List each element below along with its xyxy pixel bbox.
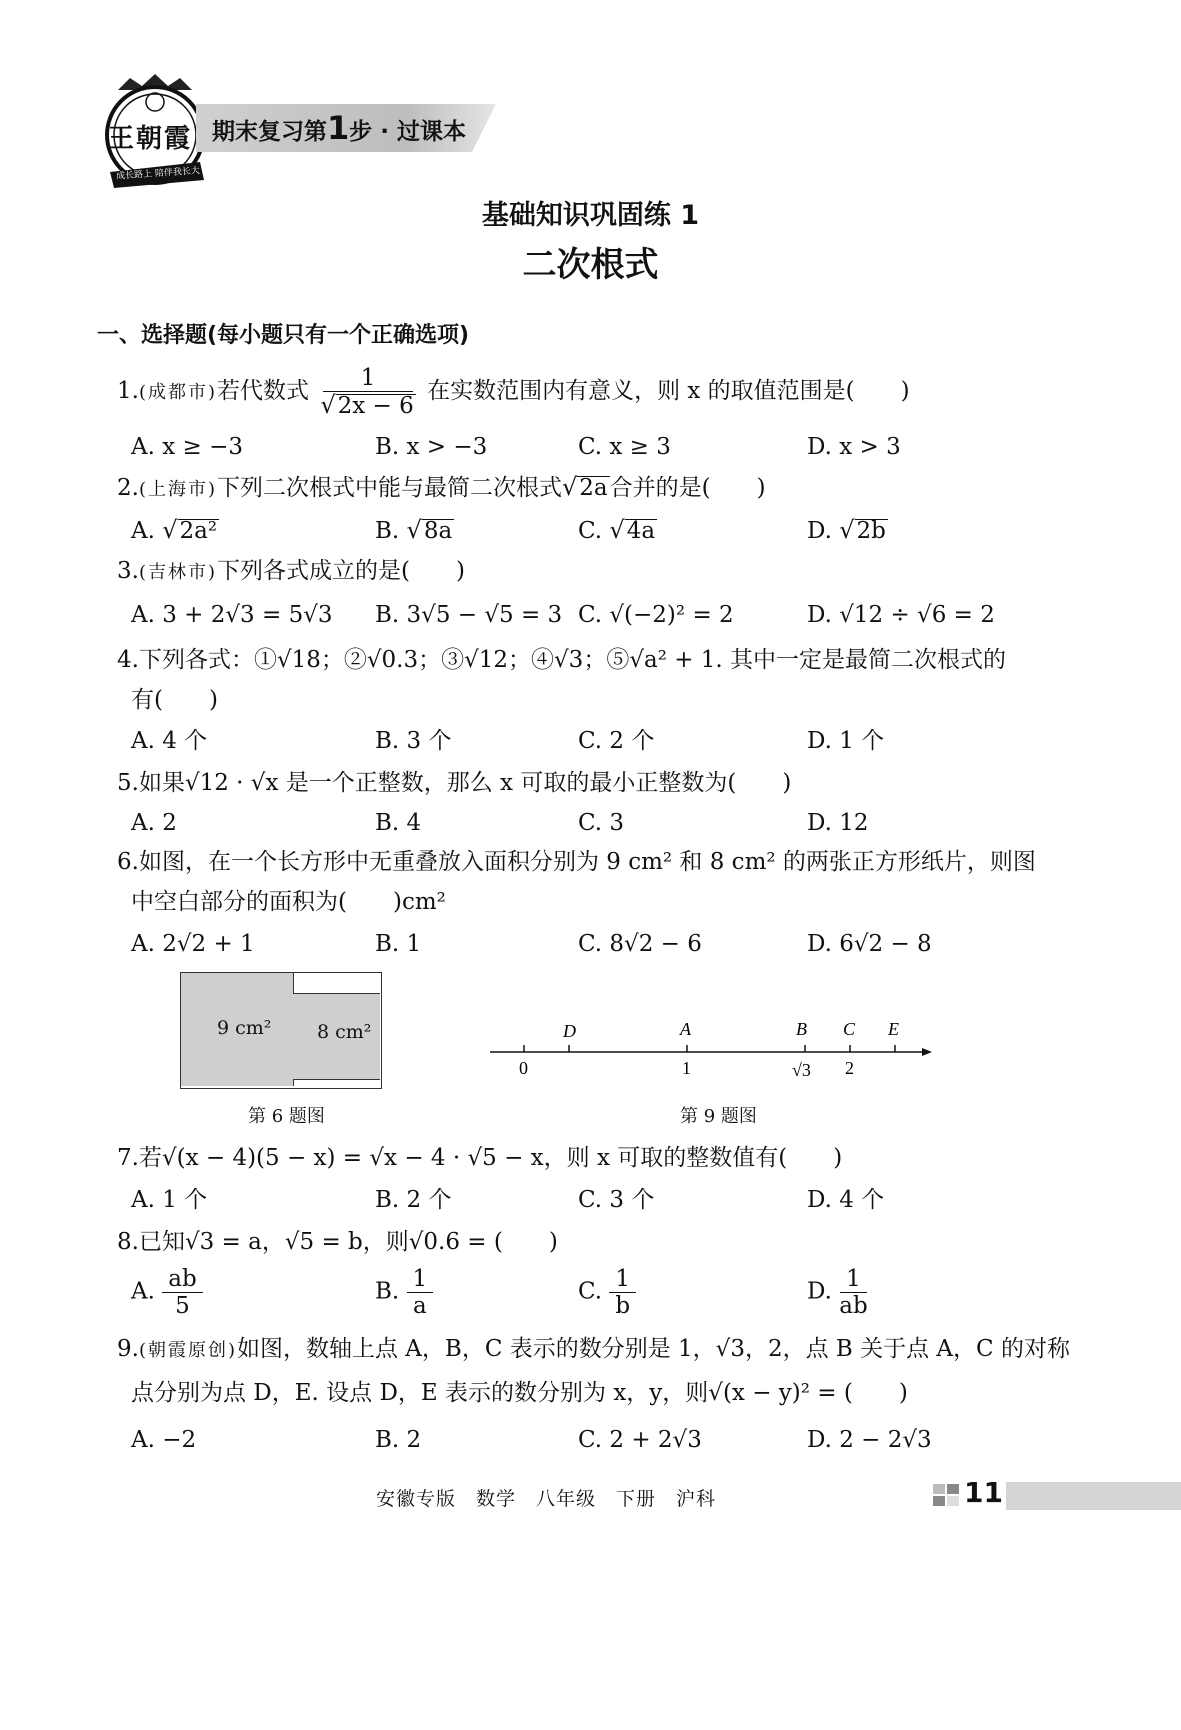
q8-c-fraction — [609, 1266, 636, 1319]
q2-number: 2. — [117, 475, 139, 501]
q9-option-b[interactable]: B. 2 — [375, 1427, 422, 1453]
q3-number: 3. — [117, 558, 139, 584]
fig6-caption: 第 6 题图 — [248, 1106, 325, 1127]
q5-number: 5. — [117, 770, 139, 796]
q8-b-num: 1 — [407, 1266, 434, 1293]
q1-option-b[interactable]: B. x > −3 — [375, 434, 488, 460]
q4-number: 4. — [117, 647, 139, 673]
q1-denominator — [320, 392, 415, 419]
q1-pre: 若代数式 — [217, 378, 309, 404]
page-title: 二次根式 — [522, 245, 659, 285]
q7-option-a[interactable]: A. 1 个 — [131, 1187, 208, 1213]
q1-number: 1. — [117, 378, 139, 404]
logo-name: 王朝霞 — [108, 124, 193, 154]
question-8 — [117, 1227, 558, 1257]
q6-number: 6. — [117, 849, 139, 875]
q6-option-b[interactable]: B. 1 — [375, 931, 422, 957]
q2-option-b[interactable] — [375, 515, 454, 546]
q5-option-c[interactable]: C. 3 — [578, 810, 625, 836]
q5-text: 如果√12 · √x 是一个正整数，那么 x 可取的最小正整数为( ) — [138, 770, 792, 796]
q9-option-d[interactable]: D. 2 − 2√3 — [807, 1427, 932, 1453]
q3-source-tag: (吉林市) — [138, 562, 217, 583]
q8-d-num: 1 — [840, 1266, 867, 1293]
q8-text: 已知√3 = a，√5 = b，则√0.6 = ( ) — [138, 1229, 558, 1255]
banner-post: 步 · 过课本 — [349, 119, 467, 145]
fig9-tick-label-1: 1 — [682, 1058, 691, 1078]
q9-option-c[interactable]: C. 2 + 2√3 — [578, 1427, 702, 1453]
question-4 — [117, 645, 1006, 675]
q8-a-den: 5 — [175, 1293, 190, 1319]
page-subtitle: 基础知识巩固练 1 — [481, 200, 700, 231]
q8-a-fraction — [162, 1266, 202, 1319]
q3-text: 下列各式成立的是( ) — [217, 558, 465, 584]
footer-decoration-icon — [933, 1484, 961, 1508]
logo-motto: 成长路上 陪伴我长大 — [115, 166, 201, 182]
page-number: 11 — [964, 1476, 1003, 1509]
q2-option-c[interactable] — [578, 515, 657, 546]
q8-c-label: C. — [578, 1278, 603, 1305]
q2-source-tag: (上海市) — [138, 479, 217, 500]
q9-line1: 如图，数轴上点 A，B，C 表示的数分别是 1，√3，2，点 B 关于点 A，C 的对称 — [237, 1336, 1070, 1362]
fig9-label-d: D — [563, 1021, 576, 1041]
q6-option-d[interactable]: D. 6√2 − 8 — [807, 931, 932, 957]
question-6 — [117, 847, 1036, 877]
q8-option-d[interactable] — [807, 1266, 868, 1319]
question-5 — [117, 768, 791, 798]
q3-option-a[interactable]: A. 3 + 2√3 = 5√3 — [131, 602, 333, 628]
q5-option-a[interactable]: A. 2 — [131, 810, 177, 836]
banner-num: 1 — [327, 109, 350, 147]
q2-post: 合并的是( ) — [609, 475, 766, 501]
q1-option-a[interactable]: A. x ≥ −3 — [131, 434, 244, 460]
q4-option-a[interactable]: A. 4 个 — [131, 728, 208, 754]
fig9-label-a: A — [680, 1019, 691, 1039]
q4-line1: 下列各式：①√18；②√0.3；③√12；④√3；⑤√a² + 1. 其中一定是最简二次根式的 — [138, 647, 1007, 673]
q7-option-c[interactable]: C. 3 个 — [578, 1187, 655, 1213]
q6-line2: 中空白部分的面积为( )cm² — [131, 889, 446, 915]
q5-option-d[interactable]: D. 12 — [807, 810, 869, 836]
q1-option-c[interactable]: C. x ≥ 3 — [578, 434, 671, 460]
fig9-label-b: B — [796, 1019, 807, 1039]
q3-option-b[interactable]: B. 3√5 − √5 = 3 — [375, 602, 563, 628]
q1-fraction — [320, 365, 415, 419]
footer-bar — [1006, 1482, 1181, 1510]
q8-a-label: A. — [131, 1278, 155, 1305]
sqrt-icon: √ — [406, 516, 422, 544]
q2-d-label: D. — [807, 518, 832, 544]
q8-c-den: b — [615, 1293, 631, 1319]
q4-option-b[interactable]: B. 3 个 — [375, 728, 452, 754]
q2-option-d[interactable] — [807, 515, 888, 546]
sqrt-icon: √ — [839, 516, 855, 544]
banner-pre: 期末复习第 — [212, 119, 327, 145]
q7-number: 7. — [117, 1145, 139, 1171]
q9-source-tag: (朝霞原创) — [138, 1340, 237, 1361]
q9-option-a[interactable]: A. −2 — [131, 1427, 197, 1453]
q3-option-c[interactable]: C. √(−2)² = 2 — [578, 602, 734, 628]
header-banner-text — [212, 108, 466, 152]
q8-d-den: ab — [839, 1293, 868, 1319]
question-7 — [117, 1143, 842, 1173]
q8-option-a[interactable] — [131, 1266, 203, 1319]
footer-text: 安徽专版 数学 八年级 下册 沪科 — [376, 1488, 717, 1510]
question-2 — [117, 472, 766, 505]
fig9-tick-label-2: 2 — [845, 1058, 854, 1078]
q3-option-d[interactable]: D. √12 ÷ √6 = 2 — [807, 602, 995, 628]
q2-b-radicand: 8a — [423, 518, 453, 544]
question-9 — [117, 1334, 1070, 1366]
q2-a-label: A. — [131, 518, 155, 544]
q8-c-num: 1 — [609, 1266, 636, 1293]
section-heading: 一、选择题(每小题只有一个正确选项) — [97, 323, 470, 348]
q2-c-radicand: 4a — [626, 518, 656, 544]
fig9-arrow-icon — [922, 1048, 932, 1056]
q2-option-a[interactable] — [131, 515, 219, 546]
q2-d-radicand: 2b — [856, 518, 886, 544]
q7-option-b[interactable]: B. 2 个 — [375, 1187, 452, 1213]
sqrt-icon: √ — [562, 473, 578, 501]
figure-9 — [480, 1010, 940, 1085]
logo — [100, 70, 210, 190]
q9-line2: 点分别为点 D，E. 设点 D，E 表示的数分别为 x，y，则√(x − y)² = ( ) — [131, 1380, 908, 1406]
fig9-label-c: C — [843, 1019, 856, 1039]
q8-b-label: B. — [375, 1278, 400, 1305]
sqrt-icon: √ — [609, 516, 625, 544]
q8-option-b[interactable] — [375, 1266, 433, 1319]
q2-b-label: B. — [375, 518, 400, 544]
q8-d-fraction — [839, 1266, 867, 1319]
q6-option-c[interactable]: C. 8√2 − 6 — [578, 931, 702, 957]
question-3 — [117, 556, 465, 588]
q1-option-d[interactable]: D. x > 3 — [807, 434, 901, 460]
q4-option-c[interactable]: C. 2 个 — [578, 728, 655, 754]
q6-line1: 如图，在一个长方形中无重叠放入面积分别为 9 cm² 和 8 cm² 的两张正方形纸片，则图 — [138, 849, 1036, 875]
q2-radicand: 2a — [579, 475, 608, 501]
q8-a-num: ab — [162, 1266, 202, 1293]
sqrt-icon: √ — [162, 516, 178, 544]
q2-pre: 下列二次根式中能与最简二次根式 — [217, 475, 562, 501]
q4-option-d[interactable]: D. 1 个 — [807, 728, 885, 754]
figure-6 — [180, 972, 382, 1089]
q2-a-radicand: 2a² — [179, 518, 218, 544]
sqrt-icon: √ — [320, 391, 336, 419]
q9-number: 9. — [117, 1336, 139, 1362]
fig9-caption: 第 9 题图 — [680, 1106, 757, 1127]
q1-post: 在实数范围内有意义，则 x 的取值范围是( ) — [427, 378, 910, 404]
q4-line2: 有( ) — [131, 687, 218, 713]
fig9-tick-label-0: 0 — [519, 1058, 528, 1078]
q5-option-b[interactable]: B. 4 — [375, 810, 422, 836]
q7-text: 若√(x − 4)(5 − x) = √x − 4 · √5 − x，则 x 可取的整数值有( ) — [138, 1145, 843, 1171]
q2-c-label: C. — [578, 518, 603, 544]
q6-option-a[interactable]: A. 2√2 + 1 — [131, 931, 255, 957]
q1-source-tag: (成都市) — [138, 382, 217, 403]
q8-option-c[interactable] — [578, 1266, 636, 1319]
question-1 — [117, 365, 910, 419]
fig9-label-e: E — [888, 1019, 899, 1039]
fig6-big-label: 9 cm² — [217, 1017, 272, 1039]
q1-radicand: 2x − 6 — [337, 393, 414, 419]
q7-option-d[interactable]: D. 4 个 — [807, 1187, 885, 1213]
fig6-small-label: 8 cm² — [317, 1021, 372, 1043]
q1-numerator: 1 — [323, 365, 414, 392]
fig9-tick-label-sqrt3: √3 — [792, 1060, 811, 1080]
q8-number: 8. — [117, 1229, 139, 1255]
q8-b-fraction — [407, 1266, 434, 1319]
q8-b-den: a — [412, 1293, 427, 1319]
q8-d-label: D. — [807, 1278, 832, 1305]
